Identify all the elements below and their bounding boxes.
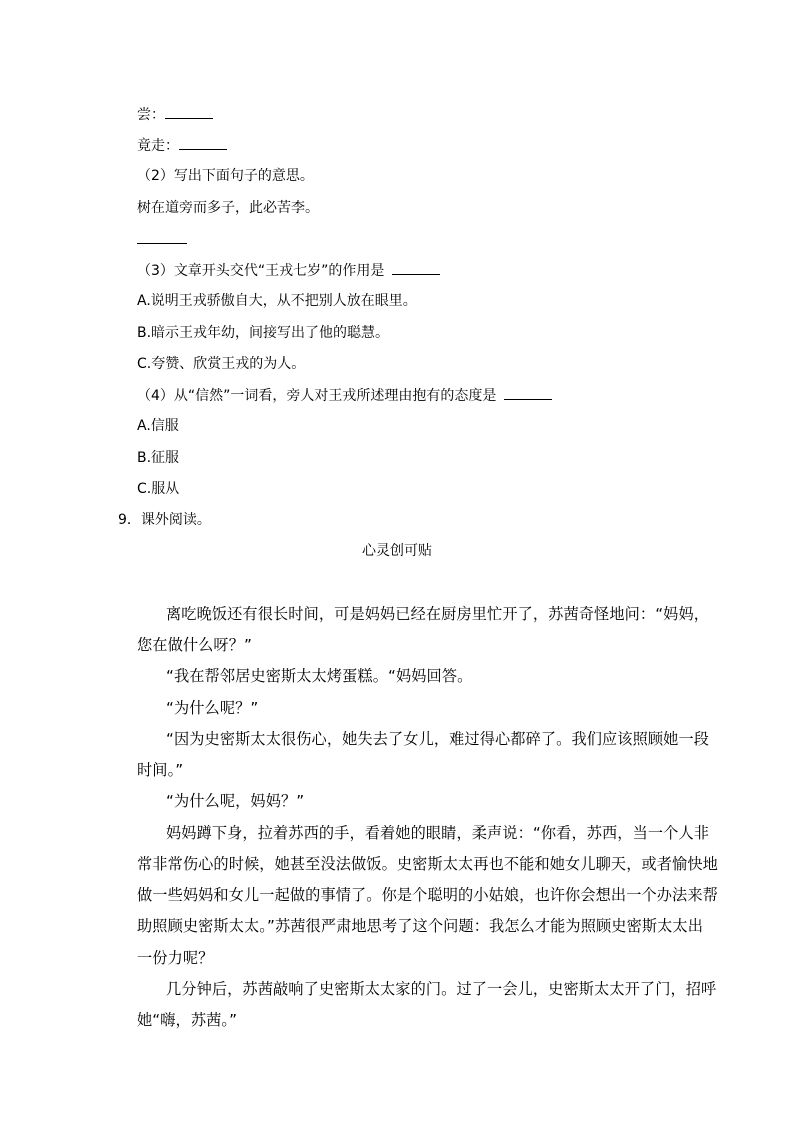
article-line: 一份力呢？	[137, 949, 214, 967]
article-line: 时间。”	[137, 761, 184, 779]
question-4-answer-blank[interactable]	[504, 385, 552, 400]
article-line: 几分钟后，苏茜敲响了史密斯太太家的门。过了一会儿，史密斯太太开了门，招呼	[166, 980, 717, 998]
article-line: 做一些妈妈和女儿一起做的事情了。你是个聪明的小姑娘，也许你会想出一个办法来帮	[137, 886, 718, 904]
question-3-option-c: C.夸赞、欣赏王戎的为人。	[137, 356, 306, 372]
article-line: “为什么呢？”	[166, 699, 259, 717]
article-line: “因为史密斯太太很伤心，她失去了女儿，难过得心都碎了。我们应该照顾她一段	[166, 730, 710, 748]
chang-label: 尝：	[137, 107, 165, 123]
article-line: 离吃晚饭还有很长时间，可是妈妈已经在厨房里忙开了，苏茜奇怪地问：“妈妈，	[166, 605, 710, 623]
article-title: 心灵创可贴	[362, 543, 432, 559]
question-2-answer-blank[interactable]	[137, 229, 187, 244]
jingzou-label: 竟走：	[137, 138, 179, 154]
jingzou-answer-blank[interactable]	[179, 135, 227, 150]
question-2-sentence: 树在道旁而多子，此必苦李。	[137, 200, 319, 216]
question-3-option-a: A.说明王戎骄傲自大，从不把别人放在眼里。	[137, 293, 417, 309]
question-9-heading: 9．课外阅读。	[118, 512, 211, 528]
question-4-option-a: A.信服	[137, 418, 179, 434]
article-line: 她“嗨，苏茜。”	[137, 1011, 238, 1029]
question-3-option-b: B.暗示王戎年幼，间接写出了他的聪慧。	[137, 325, 390, 341]
article-line: 助照顾史密斯太太。”苏茜很严肃地思考了这个问题：我怎么才能为照顾史密斯太太出	[137, 917, 704, 935]
question-4-line	[137, 385, 552, 406]
chang-answer-blank[interactable]	[165, 104, 213, 119]
article-line: “我在帮邻居史密斯太太烤蛋糕。“妈妈回答。	[166, 667, 473, 685]
question-2: （2）写出下面句子的意思。	[137, 168, 314, 184]
question-3-answer-blank[interactable]	[392, 260, 440, 275]
article-line: 常非常伤心的时候，她甚至没法做饭。史密斯太太再也不能和她女儿聊天，或者愉快地	[137, 855, 718, 873]
question-4-option-b: B.征服	[137, 450, 180, 466]
question-4: （4）从“信然”一词看，旁人对王戎所述理由抱有的态度是	[137, 388, 497, 404]
question-2-answer-line	[137, 229, 187, 250]
article-line: 妈妈蹲下身，拉着苏西的手，看着她的眼睛，柔声说：“你看，苏西，当一个人非	[166, 824, 710, 842]
article-line: “为什么呢，妈妈？”	[166, 792, 305, 810]
question-3-line	[137, 260, 440, 281]
question-4-option-c: C.服从	[137, 481, 180, 497]
chang-line	[137, 104, 213, 125]
question-3: （3）文章开头交代“王戎七岁”的作用是	[137, 263, 385, 279]
article-line: 您在做什么呀？”	[137, 636, 252, 654]
jingzou-line	[137, 135, 227, 156]
